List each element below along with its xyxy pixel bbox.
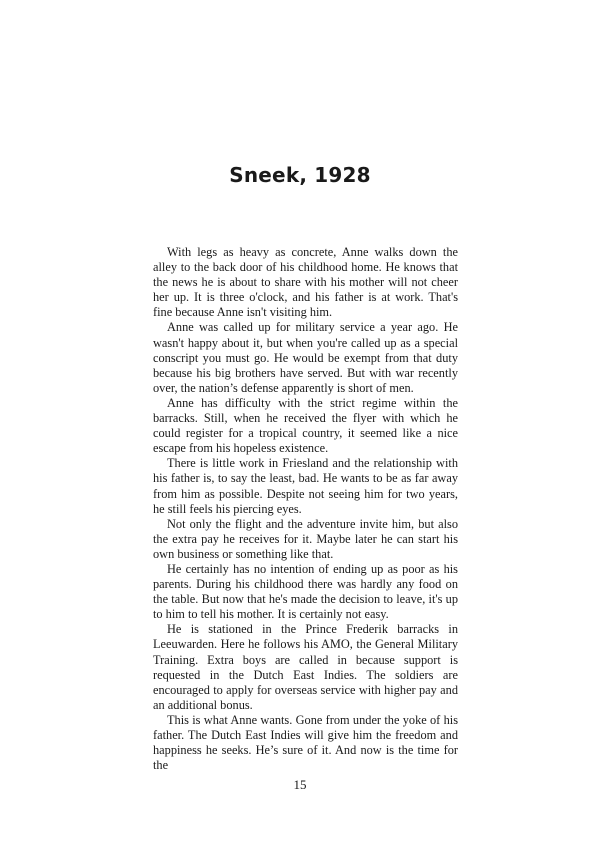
paragraph: He is stationed in the Prince Frederik barracks in Leeuwarden. Here he follows his AMO, the General Military Training. Extra boys are called in because support is requested in the Dutch East Indies. The soldiers are encouraged to apply for overseas service with higher pay and an additional bonus. [153, 622, 458, 712]
chapter-title: Sneek, 1928 [229, 163, 371, 187]
page-number: 15 [293, 777, 307, 792]
paragraph: This is what Anne wants. Gone from under the yoke of his father. The Dutch East Indies will give him the freedom and happiness he seeks. He’s sure of it. And now is the time for the [153, 712, 458, 773]
paragraph: Not only the flight and the adventure invite him, but also the extra pay he receives for it. Maybe later he can start his own business or something like that. [153, 516, 458, 561]
paragraph: He certainly has no intention of ending up as poor as his parents. During his childhood there was hardly any food on the table. But now that he's made the decision to leave, it's up to him to tell his mother. It is certainly not easy. [153, 561, 458, 622]
paragraph: With legs as heavy as concrete, Anne walks down the alley to the back door of his childhood home. He knows that the news he is about to share with his mother will not cheer her up. It is three o'clock, and his father is at work. That's fine because Anne isn't visiting him. [153, 245, 458, 320]
body-text [153, 245, 458, 773]
paragraph: Anne has difficulty with the strict regime within the barracks. Still, when he received the flyer with which he could register for a tropical country, it seemed like a nice escape from his hopeless existence. [153, 395, 458, 456]
paragraph: Anne was called up for military service a year ago. He wasn't happy about it, but when you're called up as a special conscript you must go. He would be exempt from that duty because his big brothers have served. But with war recently over, the nation’s defense apparently is short of men. [153, 320, 458, 395]
paragraph: There is little work in Friesland and the relationship with his father is, to say the least, bad. He wants to be as far away from him as possible. Despite not seeing him for two years, he still feels his piercing eyes. [153, 456, 458, 516]
